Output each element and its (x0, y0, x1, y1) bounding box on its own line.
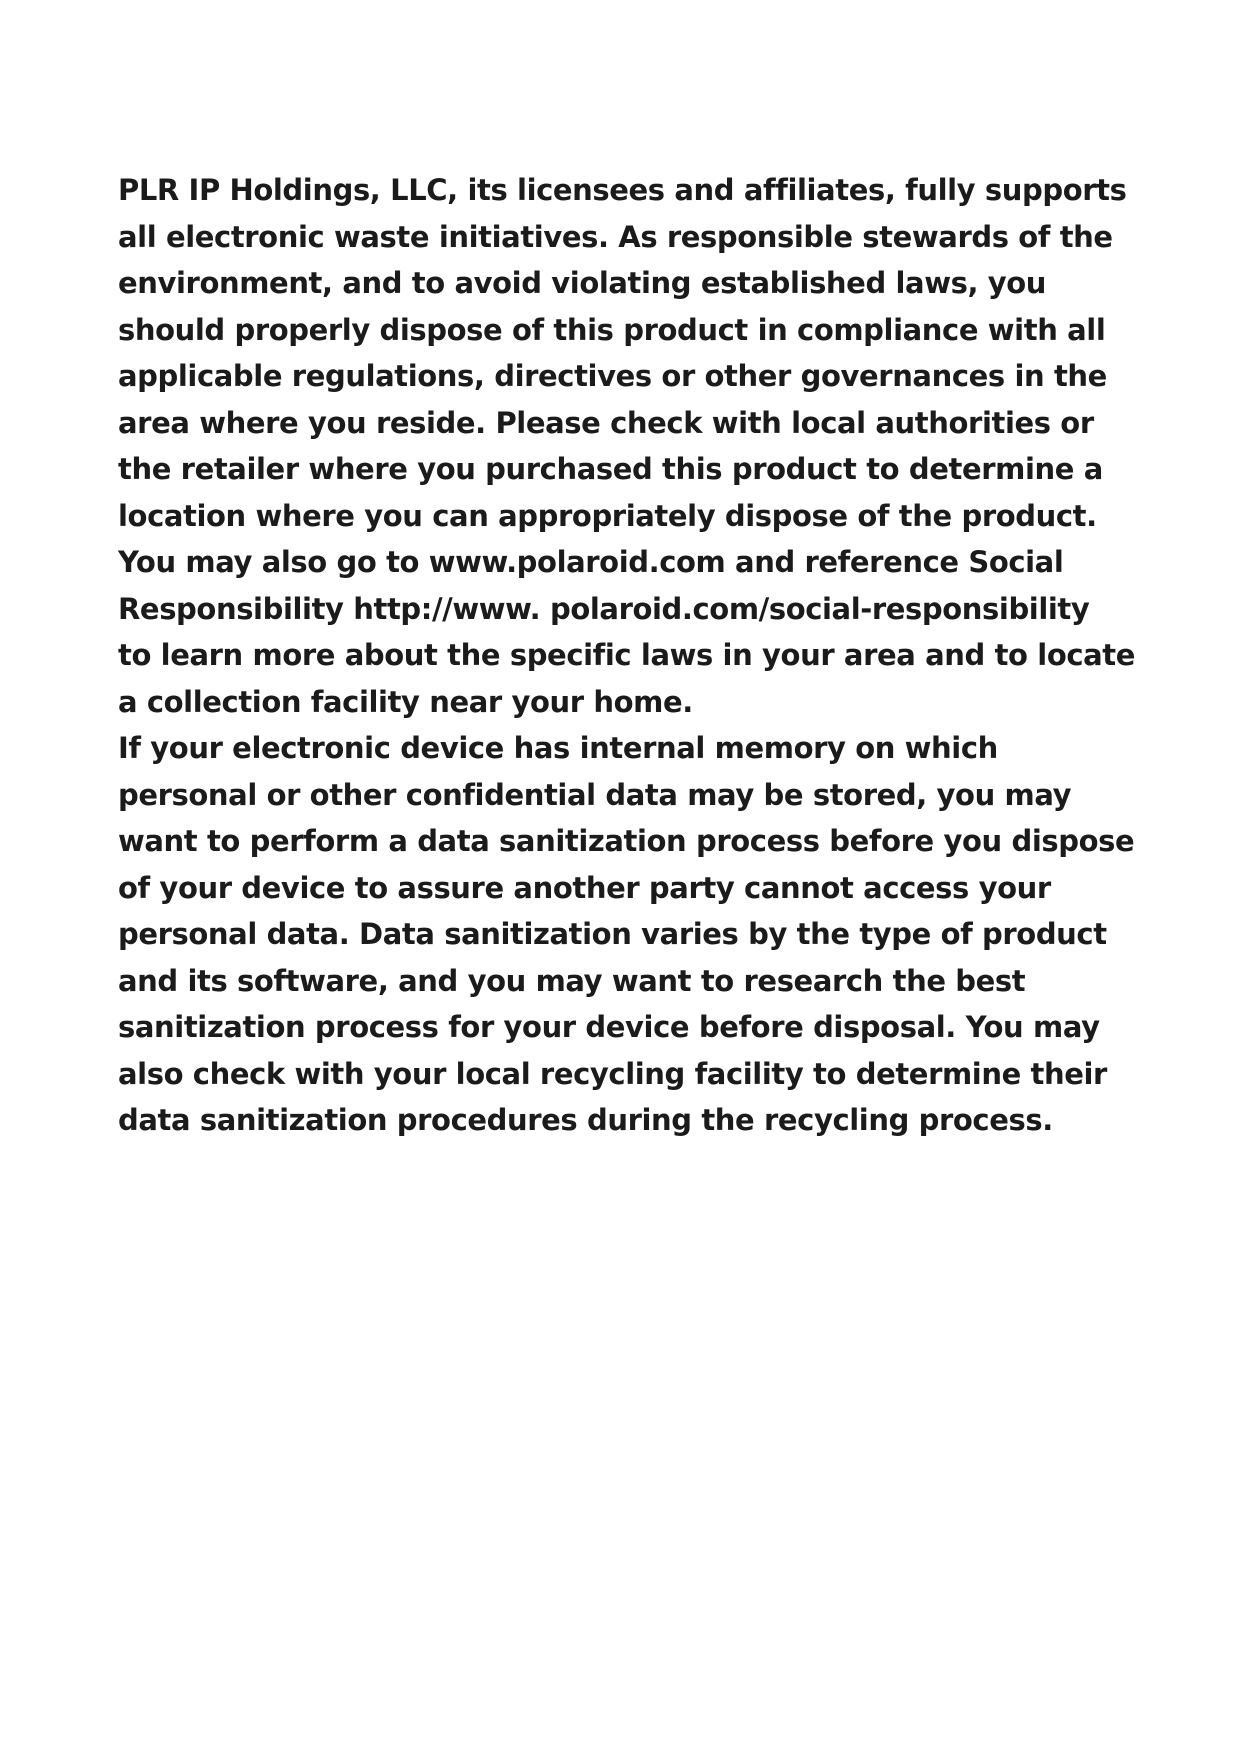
text-line: a collection facility near your home. (118, 684, 693, 719)
paragraph-data-sanitization (118, 725, 1138, 1144)
text-line: all electronic waste initiatives. As responsible stewards of the (118, 219, 1113, 254)
text-line: applicable regulations, directives or other governances in the (118, 359, 1107, 393)
text-line: Responsibility http://www. polaroid.com/social-responsibility (118, 591, 1090, 626)
paragraph-e-waste (118, 167, 1138, 725)
text-line: data sanitization procedures during the recycling process. (118, 1103, 1053, 1137)
text-line: PLR IP Holdings, LLC, its licensees and affiliates, fully supports (118, 173, 1127, 207)
text-line: of your device to assure another party cannot access your (118, 870, 1051, 905)
text-line: want to perform a data sanitization process before you dispose (118, 824, 1135, 858)
text-line: should properly dispose of this product in compliance with all (118, 312, 1106, 347)
text-line: If your electronic device has internal memory on which (118, 731, 998, 765)
text-line: the retailer where you purchased this product to determine a (118, 452, 1103, 486)
text-line: environment, and to avoid violating established laws, you (118, 266, 1047, 300)
text-line: location where you can appropriately dispose of the product. (118, 498, 1097, 533)
text-line: You may also go to www.polaroid.com and reference Social (118, 545, 1064, 579)
text-line: area where you reside. Please check with local authorities or (118, 405, 1094, 440)
text-line: personal data. Data sanitization varies by the type of product (118, 917, 1107, 951)
text-line: and its software, and you may want to research the best (118, 963, 1026, 998)
text-line: personal or other confidential data may be stored, you may (118, 777, 1072, 812)
text-line: sanitization process for your device before disposal. You may (118, 1010, 1100, 1044)
document-body (118, 167, 1138, 1144)
text-line: also check with your local recycling facility to determine their (118, 1056, 1107, 1091)
text-line: to learn more about the specific laws in your area and to locate (118, 638, 1136, 672)
